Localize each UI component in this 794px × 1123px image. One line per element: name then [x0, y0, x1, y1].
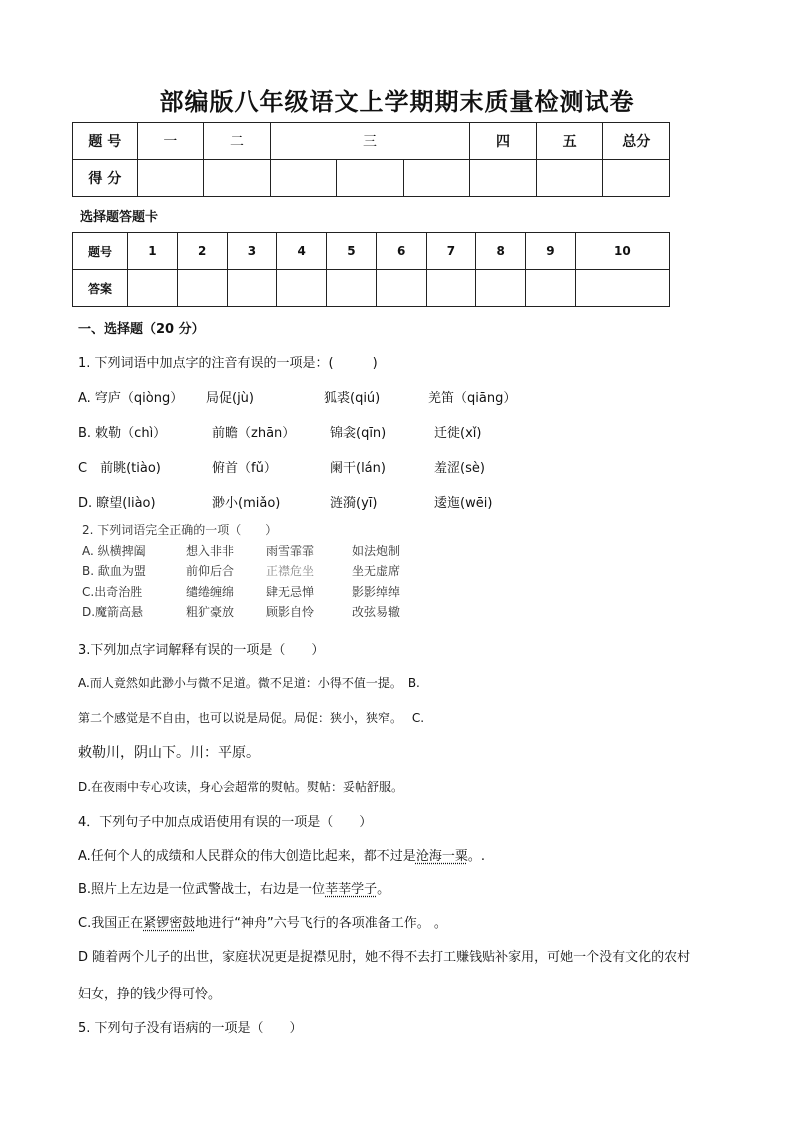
question-4-option-d-line1 [78, 946, 690, 965]
score-blank-cell[interactable] [536, 160, 603, 197]
answer-number-cell: 3 [227, 233, 277, 270]
question-3-option-b: 第二个感觉是不自由，也可以说是局促。局促：狭小，狭窄。 C. [78, 711, 425, 725]
option-item: 想入非非 [186, 544, 235, 558]
option-text: 地进行“神舟”六号飞行的各项准备工作。 。 [195, 916, 447, 931]
answer-blank-cell[interactable] [327, 270, 377, 307]
answer-card-label: 选择题答题卡 [80, 210, 159, 225]
answer-blank-cell[interactable] [526, 270, 576, 307]
question-2-option-c [82, 583, 400, 600]
score-value-row [73, 160, 670, 197]
question-4-option-a [78, 845, 485, 864]
option-item: B. 歃血为盟 [82, 564, 146, 578]
question-4-stem: 4．下列句子中加点成语使用有误的一项是（ ） [78, 815, 373, 830]
score-blank-cell[interactable] [403, 160, 470, 197]
answer-number-cell: 9 [526, 233, 576, 270]
option-text: 。. [467, 849, 485, 864]
option-text: B.照片上左边是一位武警战士，右边是一位 [78, 882, 326, 897]
score-header-cell: 五 [536, 123, 603, 160]
option-text: 。 [377, 882, 391, 897]
option-item: A. 纵横捭阖 [82, 544, 146, 558]
option-item: 如法炮制 [352, 544, 401, 558]
score-blank-cell[interactable] [603, 160, 670, 197]
answer-number-row [73, 233, 670, 270]
question-4-option-c [78, 912, 447, 931]
option-item: 锦衾(qīn) [330, 426, 387, 441]
score-blank-cell[interactable] [470, 160, 537, 197]
answer-blank-cell[interactable] [575, 270, 669, 307]
answer-blank-cell[interactable] [227, 270, 277, 307]
score-header-row [73, 123, 670, 160]
option-item: 羌笛（qiāng） [428, 391, 517, 406]
score-header-cell: 四 [470, 123, 537, 160]
dotted-idiom: 沧海一粟 [415, 849, 468, 864]
option-item: B. 敕勒（chì） [78, 426, 167, 441]
answer-number-cell: 6 [376, 233, 426, 270]
answer-number-cell: 4 [277, 233, 327, 270]
option-item: 渺小(miǎo) [212, 496, 281, 511]
answer-blank-cell[interactable] [376, 270, 426, 307]
option-item: 前仰后合 [186, 564, 235, 578]
question-2-option-a [82, 542, 400, 559]
option-text: A.任何个人的成绩和人民群众的伟大创造比起来，都不过是 [78, 849, 416, 864]
option-item: D. 瞭望(liào) [78, 496, 156, 511]
idiom-text: 捉襟见肘 [300, 950, 353, 965]
option-item: 羞涩(sè) [434, 461, 485, 476]
answer-blank-cell[interactable] [426, 270, 476, 307]
answer-blank-cell[interactable] [277, 270, 327, 307]
question-1-stem: 1. 下列词语中加点字的注音有误的一项是：( ) [78, 356, 378, 371]
question-3-option-c: 敕勒川，阴山下。川：平原。 [78, 745, 260, 761]
option-item: 坐无虚席 [352, 564, 401, 578]
option-item: 影影绰绰 [352, 585, 401, 599]
option-item: C.出奇治胜 [82, 585, 143, 599]
option-item: 肆无忌惮 [266, 585, 315, 599]
answer-header-label: 题号 [73, 233, 128, 270]
option-item: 阑干(lán) [330, 461, 386, 476]
option-item: 粗犷豪放 [186, 605, 235, 619]
section-heading: 一、选择题（20 分） [78, 322, 205, 337]
score-blank-cell[interactable] [270, 160, 337, 197]
score-row-label: 得 分 [73, 160, 138, 197]
option-text: D 随着两个儿子的出世，家庭状况更是 [78, 950, 301, 965]
option-item: 局促(jù) [206, 391, 254, 406]
question-1-option-d [78, 492, 492, 511]
answer-number-cell: 8 [476, 233, 526, 270]
option-item: D.魔箭高悬 [82, 605, 144, 619]
score-table [72, 122, 670, 197]
question-4-option-d-line2: 妇女，挣的钱少得可怜。 [78, 987, 222, 1002]
score-header-cell: 一 [137, 123, 204, 160]
score-header-cell: 总分 [603, 123, 670, 160]
option-item: 狐裘(qiú) [324, 391, 381, 406]
question-1-option-c [78, 457, 485, 476]
answer-number-cell: 7 [426, 233, 476, 270]
option-item: C 前眺(tiào) [78, 461, 161, 476]
option-item: 顾影自怜 [266, 605, 315, 619]
question-1-option-b [78, 422, 481, 441]
answer-blank-row [73, 270, 670, 307]
option-text: ，她不得不去打工赚钱贴补家用，可她一个没有文化的农村 [352, 950, 691, 965]
option-item: 涟漪(yī) [330, 496, 378, 511]
score-blank-cell[interactable] [204, 160, 271, 197]
option-item: 改弦易辙 [352, 605, 401, 619]
question-4-option-b [78, 878, 390, 897]
question-2-stem: 2. 下列词语完全正确的一项（ ） [82, 523, 278, 537]
option-item: 俯首（fǔ） [212, 461, 277, 476]
answer-row-label: 答案 [73, 270, 128, 307]
option-text: C.我国正在 [78, 916, 144, 931]
option-item: 迁徙(xǐ) [434, 426, 482, 441]
page-title: 部编版八年级语文上学期期末质量检测试卷 [159, 87, 635, 116]
score-header-cell: 二 [204, 123, 271, 160]
option-item: 雨雪霏霏 [266, 544, 315, 558]
score-header-cell: 题 号 [73, 123, 138, 160]
answer-number-cell: 2 [177, 233, 227, 270]
score-header-cell: 三 [270, 123, 470, 160]
answer-number-cell: 1 [128, 233, 178, 270]
answer-card-table [72, 232, 670, 307]
option-item: A. 穹庐（qiòng） [78, 391, 184, 406]
option-item: 前瞻（zhān） [212, 426, 296, 441]
option-item: 正襟危坐 [266, 564, 315, 578]
score-blank-cell[interactable] [337, 160, 404, 197]
question-3-stem: 3.下列加点字词解释有误的一项是（ ） [78, 643, 325, 658]
answer-number-cell: 5 [327, 233, 377, 270]
score-blank-cell[interactable] [137, 160, 204, 197]
option-item: 逶迤(wēi) [434, 496, 493, 511]
answer-blank-cell[interactable] [476, 270, 526, 307]
question-5-stem: 5. 下列句子没有语病的一项是（ ） [78, 1021, 303, 1036]
question-1-option-a [78, 387, 516, 406]
question-3-option-a: A.而人竟然如此渺小与微不足道。微不足道：小得不值一提。 B. [78, 676, 420, 690]
answer-blank-cell[interactable] [128, 270, 178, 307]
answer-blank-cell[interactable] [177, 270, 227, 307]
question-3-option-d: D.在夜雨中专心攻读，身心会超常的熨帖。熨帖：妥帖舒服。 [78, 780, 404, 794]
answer-number-cell: 10 [575, 233, 669, 270]
question-2-option-d [82, 603, 400, 620]
option-item: 缱绻缠绵 [186, 585, 235, 599]
dotted-idiom: 莘莘学子 [325, 882, 378, 897]
dotted-idiom: 紧锣密鼓 [143, 916, 196, 931]
question-2-option-b [82, 562, 400, 579]
